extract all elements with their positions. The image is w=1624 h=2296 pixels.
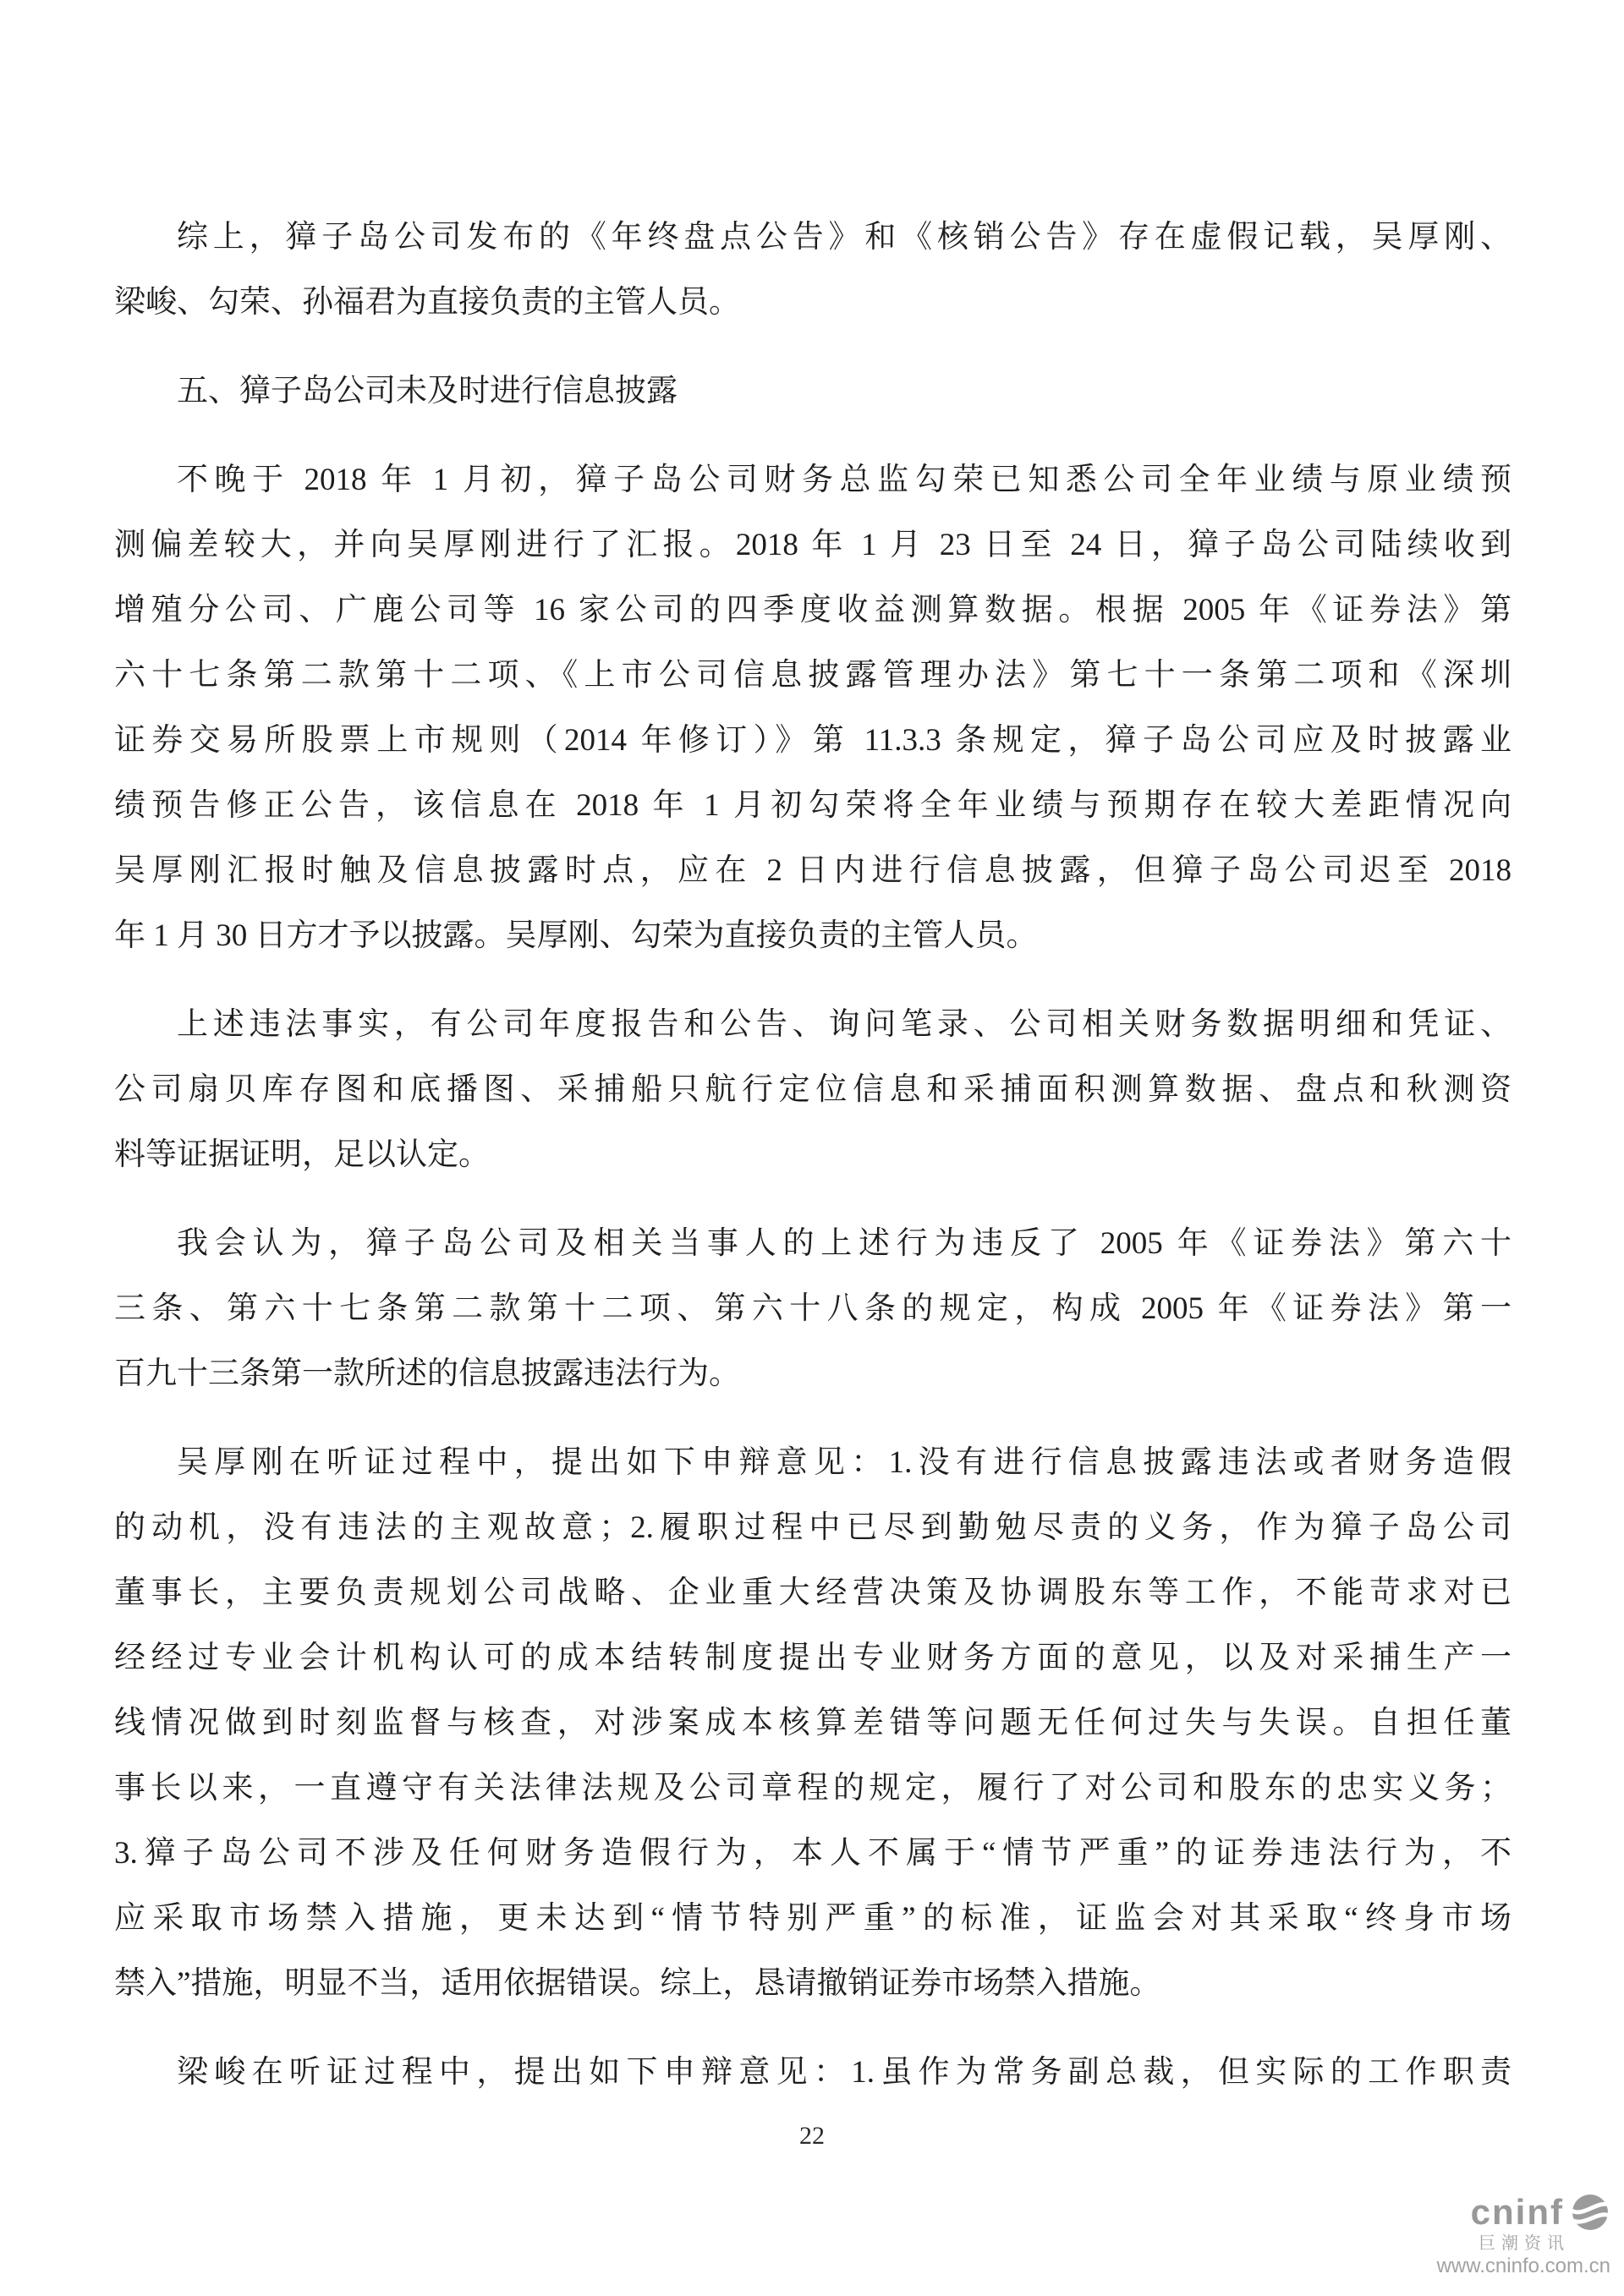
text-line: 六十七条第二款第十二项、《上市公司信息披露管理办法》第七十一条第二项和《深圳	[114, 658, 1512, 693]
text-line: 绩预告修正公告，该信息在 2018 年 1 月初勾荣将全年业绩与预期存在较大差距情况向	[114, 788, 1512, 823]
text-line: 经经过专业会计机构认可的成本结转制度提出专业财务方面的意见，以及对采捕生产一	[114, 1641, 1512, 1675]
page-number: 22	[799, 2122, 825, 2150]
globe-icon	[1570, 2192, 1610, 2233]
cninfo-url: www.cninfo.com.cn	[1436, 2255, 1610, 2277]
cninfo-watermark	[1289, 2192, 1610, 2278]
text-line: 不晚于 2018 年 1 月初，獐子岛公司财务总监勾荣已知悉公司全年业绩与原业绩预	[177, 463, 1512, 497]
paragraph	[114, 1211, 1512, 1406]
text-line: 禁入”措施，明显不当，适用依据错误。综上，恳请撤销证券市场禁入措施。	[114, 1966, 1161, 2001]
text-line: 董事长，主要负责规划公司战略、企业重大经营决策及协调股东等工作，不能苛求对已	[114, 1575, 1512, 1610]
text-line: 增殖分公司、广鹿公司等 16 家公司的四季度收益测算数据。根据 2005 年《证券法》第	[114, 593, 1512, 627]
text-line: 事长以来，一直遵守有关法律法规及公司章程的规定，履行了对公司和股东的忠实义务；	[114, 1771, 1512, 1806]
text-line: 梁峻在听证过程中，提出如下申辩意见：1.虽作为常务副总裁，但实际的工作职责	[177, 2055, 1512, 2090]
text-line: 3.獐子岛公司不涉及任何财务造假行为，本人不属于“情节严重”的证券违法行为，不	[114, 1836, 1512, 1871]
text-line: 公司扇贝库存图和底播图、采捕船只航行定位信息和采捕面积测算数据、盘点和秋测资	[114, 1072, 1512, 1107]
text-line: 上述违法事实，有公司年度报告和公告、询问笔录、公司相关财务数据明细和凭证、	[177, 1007, 1512, 1042]
text-line: 年 1 月 30 日方才予以披露。吴厚刚、勾荣为直接负责的主管人员。	[114, 918, 1038, 953]
section-heading	[114, 359, 1512, 424]
paragraph	[114, 1430, 1512, 2016]
cninfo-logo-text: cninf	[1470, 2192, 1564, 2232]
text-line: 我会认为，獐子岛公司及相关当事人的上述行为违反了 2005 年《证券法》第六十	[177, 1226, 1512, 1261]
text-line: 三条、第六十七条第二款第十二项、第六十八条的规定，构成 2005 年《证券法》第一	[114, 1291, 1512, 1326]
text-line: 的动机，没有违法的主观故意；2.履职过程中已尽到勤勉尽责的义务，作为獐子岛公司	[114, 1510, 1512, 1545]
paragraph	[114, 205, 1512, 335]
text-line: 综上，獐子岛公司发布的《年终盘点公告》和《核销公告》存在虚假记载，吴厚刚、	[177, 220, 1512, 255]
cninfo-brand-name: 巨潮资讯	[1479, 2234, 1570, 2253]
text-line: 吴厚刚汇报时触及信息披露时点，应在 2 日内进行信息披露，但獐子岛公司迟至 2018	[114, 853, 1512, 888]
text-line: 应采取市场禁入措施，更未达到“情节特别严重”的标准，证监会对其采取“终身市场	[114, 1901, 1512, 1936]
text-line: 线情况做到时刻监督与核查，对涉案成本核算差错等问题无任何过失与失误。自担任董	[114, 1706, 1512, 1740]
paragraph	[114, 447, 1512, 968]
paragraph	[114, 2040, 1512, 2105]
text-line: 测偏差较大，并向吴厚刚进行了汇报。2018 年 1 月 23 日至 24 日，獐子岛公司陆续收到	[114, 528, 1512, 562]
section-heading-text: 五、獐子岛公司未及时进行信息披露	[177, 374, 678, 408]
text-line: 梁峻、勾荣、孙福君为直接负责的主管人员。	[114, 285, 740, 320]
text-line: 百九十三条第一款所述的信息披露违法行为。	[114, 1356, 740, 1391]
text-line: 证券交易所股票上市规则（2014 年修订）》第 11.3.3 条规定，獐子岛公司应及时披露业	[114, 723, 1512, 758]
paragraph	[114, 992, 1512, 1187]
text-line: 料等证据证明，足以认定。	[114, 1137, 490, 1172]
document-content	[114, 205, 1512, 2105]
text-line: 吴厚刚在听证过程中，提出如下申辩意见：1.没有进行信息披露违法或者财务造假	[177, 1445, 1512, 1480]
cninfo-logo	[1289, 2192, 1610, 2233]
